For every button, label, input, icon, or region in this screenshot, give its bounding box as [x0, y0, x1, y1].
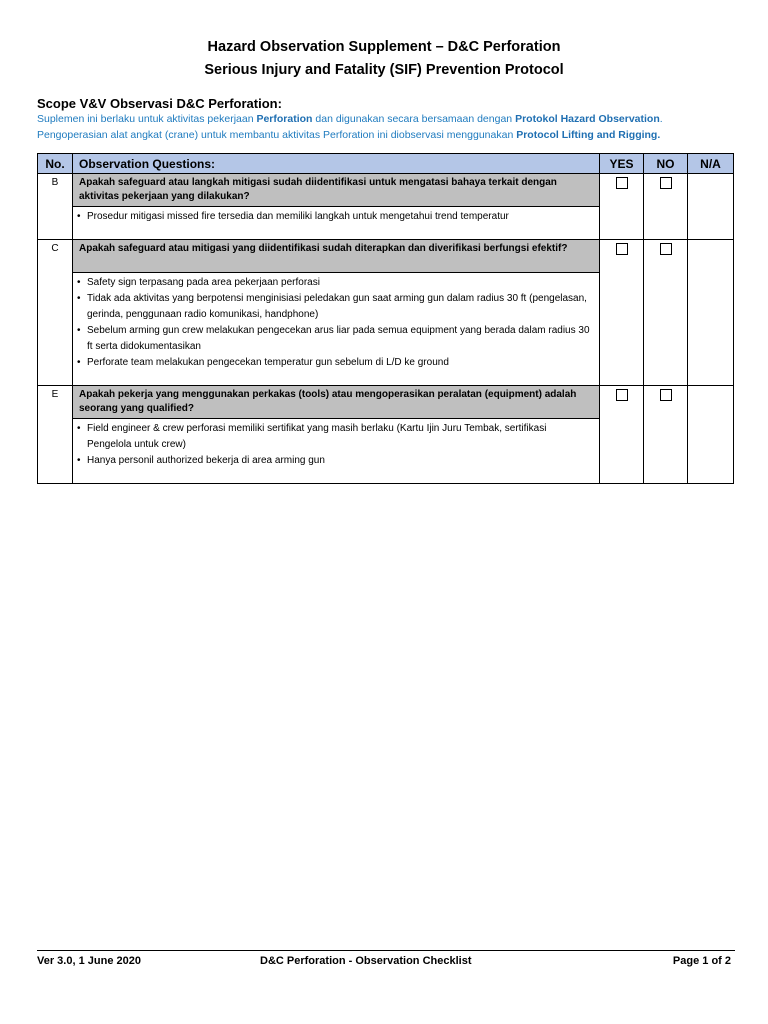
row-number: B	[38, 174, 73, 240]
question-row	[38, 386, 734, 419]
header-no: No.	[38, 154, 73, 174]
footer-document-name: D&C Perforation - Observation Checklist	[260, 955, 472, 967]
list-item: • Prosedur mitigasi missed fire tersedia dan memiliki langkah untuk mengetahui trend temperatur	[77, 209, 593, 225]
no-cell	[644, 174, 688, 240]
na-cell	[688, 386, 734, 484]
no-checkbox[interactable]	[660, 243, 672, 255]
na-cell	[688, 240, 734, 386]
footer-page-number: Page 1 of 2	[672, 955, 731, 967]
no-cell	[644, 386, 688, 484]
scope-description-line2: Pengoperasian alat angkat (crane) untuk membantu aktivitas Perforation ini diobservasi menggunakan Protocol Lifting and Rigging.	[37, 129, 661, 141]
yes-checkbox[interactable]	[616, 389, 628, 401]
guidance-list	[77, 421, 593, 469]
table-header-row	[38, 154, 734, 174]
list-item: • Field engineer & crew perforasi memiliki sertifikat yang masih berlaku (Kartu Ijin Juru Tembak, sertifikasi Pengelola untuk crew)	[77, 421, 593, 453]
yes-cell	[600, 240, 644, 386]
header-observation-questions: Observation Questions:	[73, 154, 600, 174]
footer-divider	[37, 950, 735, 951]
document-title: Hazard Observation Supplement – D&C Perforation	[207, 39, 561, 55]
guidance-list	[77, 209, 593, 225]
yes-checkbox[interactable]	[616, 243, 628, 255]
row-number: C	[38, 240, 73, 386]
question-row	[38, 240, 734, 273]
question-text: Apakah safeguard atau langkah mitigasi sudah diidentifikasi untuk mengatasi bahaya terkait dengan aktivitas pekerjaan yang dilakukan?	[73, 174, 600, 207]
question-text: Apakah pekerja yang menggunakan perkakas (tools) atau mengoperasikan peralatan (equipment) adalah seorang yang qualified?	[73, 386, 600, 419]
yes-cell	[600, 174, 644, 240]
document-subtitle: Serious Injury and Fatality (SIF) Prevention Protocol	[204, 62, 564, 78]
list-item: • Safety sign terpasang pada area pekerjaan perforasi	[77, 275, 593, 291]
list-item: • Sebelum arming gun crew melakukan pengecekan arus liar pada semua equipment yang berada dalam radius 30 ft serta didokumentasikan	[77, 323, 593, 355]
header-no-answer: NO	[644, 154, 688, 174]
no-checkbox[interactable]	[660, 389, 672, 401]
scope-heading: Scope V&V Observasi D&C Perforation:	[37, 96, 282, 111]
observation-checklist-table	[37, 153, 734, 484]
yes-checkbox[interactable]	[616, 177, 628, 189]
no-checkbox[interactable]	[660, 177, 672, 189]
question-text: Apakah safeguard atau mitigasi yang diidentifikasi sudah diterapkan dan diverifikasi berfungsi efektif?	[73, 240, 600, 273]
yes-cell	[600, 386, 644, 484]
guidance-list-cell	[73, 419, 600, 484]
list-item: • Tidak ada aktivitas yang berpotensi menginisiasi peledakan gun saat arming gun dalam radius 30 ft (pengelasan, gerinda, penggunaan radio komunikasi, handphone)	[77, 291, 593, 323]
question-row	[38, 174, 734, 207]
footer-version: Ver 3.0, 1 June 2020	[37, 955, 141, 967]
row-number: E	[38, 386, 73, 484]
header-yes: YES	[600, 154, 644, 174]
guidance-list	[77, 275, 593, 371]
no-cell	[644, 240, 688, 386]
guidance-list-cell	[73, 207, 600, 240]
list-item: • Perforate team melakukan pengecekan temperatur gun sebelum di L/D ke ground	[77, 355, 593, 371]
list-item: • Hanya personil authorized bekerja di area arming gun	[77, 453, 593, 469]
header-na: N/A	[688, 154, 734, 174]
scope-description-line1: Suplemen ini berlaku untuk aktivitas pekerjaan Perforation dan digunakan secara bersamaan dengan Protokol Hazard Observation.	[37, 113, 663, 125]
guidance-list-cell	[73, 273, 600, 386]
na-cell	[688, 174, 734, 240]
